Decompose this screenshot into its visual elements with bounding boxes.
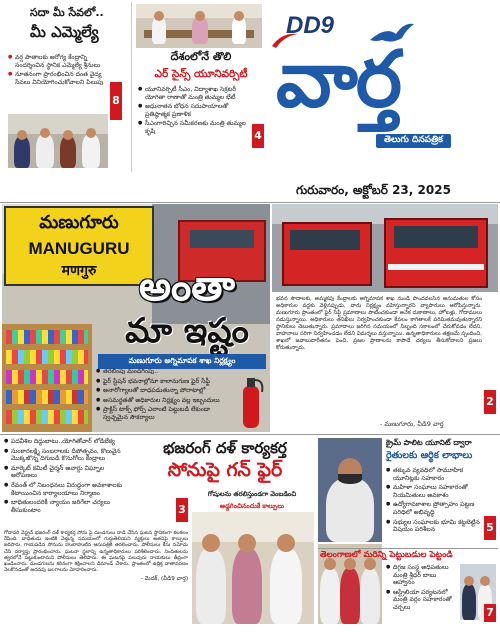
page-number-badge: 3: [176, 498, 188, 522]
teaser-mla: [4, 2, 132, 172]
color-registration-bar: [6, 634, 54, 644]
victim-photo: [318, 438, 382, 542]
list-item: ● తరలింపు మందగింపు..: [96, 368, 232, 376]
list-item: ● సభ్యుల సంఘాలకు భూమి కట్టబెట్టిన విషయం పరిశీలన: [386, 519, 482, 534]
color-registration-bar: [440, 634, 488, 644]
town-sign: మణుగూరు MANUGURU मणगुरु: [4, 206, 154, 286]
tagline: తెలుగు దినపత్రిక: [376, 134, 451, 148]
gun-story-photo: [192, 512, 314, 624]
list-item: ● సీఎంగారిచ్చిన సమీకరణకు మంత్రి తుమ్మల కృషి: [138, 120, 250, 135]
mla-photo: [8, 114, 108, 168]
list-item: ● అసమర్థతతో అధికారుల నిర్లక్ష్యం వల్ల ఇబ్బందులు: [96, 397, 232, 405]
lead-headline: అంతా మా ఇష్టం: [125, 264, 249, 351]
fire-extinguisher-icon: [236, 372, 266, 430]
list-item: ● అధునాతన బోధన సదుపాయాలతో ప్రతిష్ఠాత్మక ప్రణాళిక: [138, 103, 250, 118]
list-item: ● ఉద్యోగావకాశాల ప్రోత్సాహం పట్టణ పరిధిలో అభివృద్ధి: [386, 501, 482, 516]
lead-photo: [2, 204, 270, 432]
teaser-crime-unit-bullets: [386, 467, 482, 534]
list-item: ● తక్కువ వ్యవధిలో సామూహిక యూనిట్లకు సహకారం: [386, 467, 482, 482]
page-number-badge: 7: [484, 604, 496, 622]
teaser-crime-unit: క్రైమ్ పాలిట యూనిట్ ద్వారా రైతులకు ఆర్థిక లాభాలు ● తక్కువ వ్యవధిలో సామూహిక యూనిట్లకు సహకారం ● మహిళా సంఘాలు సహకారంతో నియమితులు అవకాశం ● ఉద్యోగావకాశాల ప్రోత్సాహం పట్టణ పరిధిలో అభివృద్ధి ● సభ్యుల సంఘాలకు భూమి కట్టబెట్టిన విషయం పరిశీలన: [386, 438, 498, 550]
divider: [0, 434, 500, 435]
page-number-badge: 8: [110, 82, 122, 120]
lead-byline: - మణుగూరు, వీడి9 వార్త: [380, 420, 444, 428]
list-item: ● పదవీశిల దిద్దుబాటు..యోగితోచార్ లోడిబేక్య: [4, 438, 132, 446]
list-item: ● సుంకారలక్ష్మి సంబరాలకు దీపోత్సవం, కొలువైన మొక్కజొన్న దిగుబడి కొనుగోలు కేంద్రాలు: [4, 448, 132, 463]
fire-station-photo: [272, 204, 498, 292]
gun-story-subhead: గోషులను తరలిస్తుండగా వెంబడించి అడ్డగించినందుకే కాల్పులు: [207, 490, 297, 510]
date-line: గురువారం, అక్టోబర్ 23, 2025: [296, 183, 451, 197]
list-item: ● మహిళా సంఘాలు సహకారంతో నియమితులు అవకాశం: [386, 484, 482, 499]
list-item: ● రేవంత్ లో నిబంధనలు విరుద్ధంగా అవకాశాలకు కేటాయించిన కార్యాలయాలు నిర్మాణం: [4, 482, 132, 497]
list-item: ● బాధితులందరికీ న్యాయం జరిగేలా చర్యలు తీసుకుంటాం: [4, 499, 132, 514]
color-registration-bar: [262, 634, 310, 644]
page-number-badge: 5: [484, 516, 496, 540]
list-item: ● నూతనంగా ప్రారంభించిన దంత వైద్య సేవలు వినియోగించుకోవాలని పిలుపు: [8, 71, 108, 86]
left-column-bullets: [4, 438, 132, 514]
list-item: ● వర్ష పాతాలకు అరోగ్య కేంద్రాన్ని సందర్శించిన స్థానిక ఎమ్మెల్యే శ్రీనులు: [8, 54, 108, 69]
list-item: ● దిగ్గజ సంస్థ అధిపతులు మంత్రి శ్రీధర్ బాబు ఆహ్వానం: [386, 564, 458, 587]
divider: [0, 202, 500, 203]
list-item: ● ఆస్ట్రేలియా పర్యటనలో మంత్రి వర్గం సహకారంతో చర్చలు: [386, 589, 458, 612]
teaser-university-title: దేశంలోనే తొలి ఎర్ సైన్స్ యూనివర్సిటీ: [154, 50, 248, 80]
teaser-mla-bullets: [8, 54, 108, 88]
lead-bullets: [96, 368, 232, 424]
page-number-badge: 2: [484, 390, 496, 414]
brand-title: వార్త: [276, 35, 400, 125]
list-item: ● ఫైర్ స్టేషన్ భవనాల్లోనూ కాలానుగుణ ఫైర్ సేఫ్టీ: [96, 378, 232, 386]
teaser-mla-title: సదా మీ సేవలో.. మీ ఎమ్మెల్యే: [30, 6, 104, 41]
teaser-investments: తెలంగాణలో మరిన్ని పెట్టుబడుల పెట్టండి: [320, 550, 453, 560]
list-item: ● యూనివర్సిటీ సీఎం, విద్యాశాఖ సెక్రటరీ యోగితా రాణాతో మంత్రి తుమ్మల భేటీ: [138, 86, 250, 101]
teaser-university-bullets: [138, 86, 250, 138]
divider: [318, 548, 498, 549]
dd9-label: DD9: [286, 12, 335, 39]
university-photo: [136, 4, 262, 48]
lead-body: భవన సౌదాలకు, అమ్మకపు కేంద్రాలకు అగ్నిమాపక శాఖ నుండి పొందవలసిన అనుమతుల కోసం అధికారుల వద్దకు వెళ్లినప్పుడు, వారు నిర్లక్ష్యం వహిస్తున్నారని వ్యాపారులు ఆరోపిస్తున్నారు. మణుగూరు ప్రాంతంలో ఫైర్ సేఫ్టీ ప్రమాణాలు పాటించకుండా అనేక దుకాణాలు, హోటళ్లు, గోదాములు నడుస్తున్నాయి. అధికారులు తనిఖీలు నిర్వహించకుండా కేవలం కాగితాలకే పరిమితమవుతున్నారని స్థానికులు చెబుతున్నారు. ప్రమాదాలు జరిగిన సమయంలో సిబ్బంది సకాలంలో చేరుకోవడం లేదని, వాహనాలు సరిగా నిర్వహించడం లేదని విమర్శలు వస్తున్నాయి. ఉన్నతాధికారులు తక్షణమే స్పందించి, శాఖలో జవాబుదారీతనం పెంచి, ప్రజల ప్రాణాలను కాపాడే చర్యలు తీసుకోవాలని ప్రజలు కోరుతున్నారు.: [276, 296, 482, 351]
gun-story-body: గోదావరి వెస్ట్రన్ భజరంగ్ దళ్ కార్యకర్త సోను పై దుండగులు దాడి చేసిన ఘటన స్థానికంగా కలకలం రేపింది. బాధితుడు ఇంటికి వెళ్తున్న సమయంలో గుర్తుతెలియని వ్యక్తులు అతనిపై కాల్పులు జరిపారు. గాయపడిన సోనును హుటాహుటిన ఆసుపత్రికి తరలించారు. పోలీసులు కేసు నమోదు చేసి దర్యాప్తు ప్రారంభించారు. ఘటనా స్థలాన్ని ఉన్నతాధికారులు పరిశీలించారు. నిందితులను త్వరలోనే పట్టుకుంటామని పోలీసులు తెలిపారు. ఈ ఘటనపై పలువురు నాయకులు తీవ్రంగా ఖండించారు. దుండగులను కఠినంగా శిక్షించాలని డిమాండ్ చేశారు. ప్రాంతంలో ఉద్రిక్త వాతావరణం నెలకొనడంతో అదనపు బలగాలను మోహరించారు. - మెదక్, (వీడి9 వార్త): [4, 530, 188, 583]
list-item: ● అనారోగ్యాలతో బాధపడుతున్నా పోరాటాల్లో: [96, 387, 232, 395]
teaser-investments-bullets: [386, 564, 458, 614]
list-item: ● మార్కెట్ కమిటీ చైర్మన్ అవార్డు విఘ్నాల అరోపణలు: [4, 465, 132, 480]
teaser-university: [134, 2, 266, 172]
page-number-badge: 4: [252, 124, 264, 148]
masthead: [270, 2, 498, 170]
gun-story-headline: భజరంగ్ దళ్ కార్యకర్త సోనుపై గన్ ఫైర్: [163, 439, 287, 481]
list-item: ● ప్రాక్టిస్ టాక్స్ ఫోర్స్ ఎలాంటి పెట్టుబడి లేకుండా స్వచ్ఛమైన సౌకర్యాలు: [96, 406, 232, 421]
lead-subheadline: మణుగూరు అగ్నిమాపక శాఖ నిర్లక్ష్యం: [98, 354, 266, 369]
